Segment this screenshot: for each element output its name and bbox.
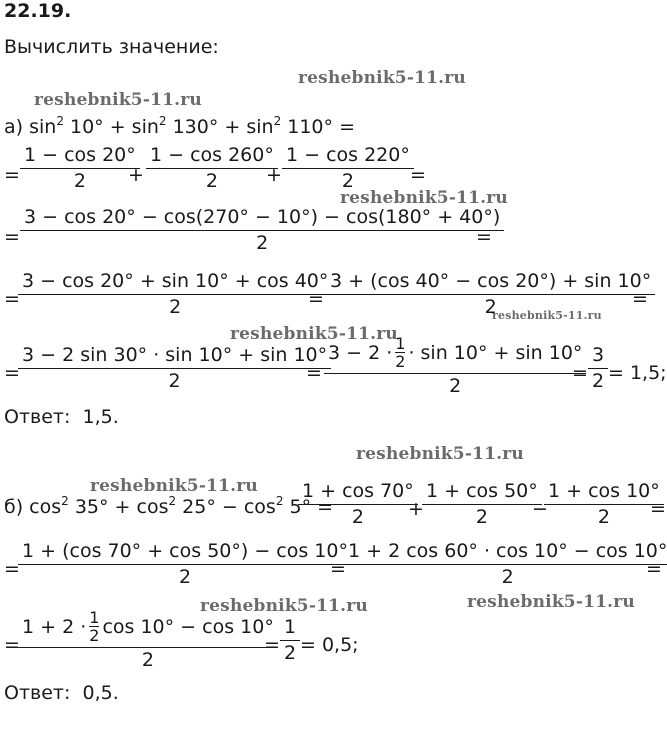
result: = 1,5; [608,362,667,384]
problem-number: 22.19. [4,0,72,22]
fraction: $\frac{1 + 2 \cos 60^\circ \cdot \cos 10^\circ - \cos 10^\circ}{2}$ [346,542,667,587]
half-fraction: 1 2 [395,334,406,371]
part-a-statement: а) $\sin^2 10^\circ + \sin^2 130^\circ + \sin^2 110^\circ$ = [4,114,355,138]
watermark: reshebnik5-11.ru [492,309,602,322]
watermark: reshebnik5-11.ru [200,596,368,616]
fraction: $\frac{1 + \cos 50^\circ}{2}$ [424,482,540,527]
watermark: reshebnik5-11.ru [298,68,466,88]
answer-b: Ответ: 0,5. [4,682,119,704]
watermark: reshebnik5-11.ru [340,188,508,208]
fraction: $\frac{1}{2}$ [282,618,298,663]
fraction: $\frac{3 - 2 \sin 30^\circ \cdot \sin 10^\circ + \sin 10^\circ}{2}$ [20,346,329,391]
watermark: reshebnik5-11.ru [230,324,398,344]
half-fraction: 1 2 [89,608,100,645]
watermark: reshebnik5-11.ru [34,90,202,110]
fraction: 1 + 2 · 1 2 cos 10° − cos 10° 2 [20,610,276,670]
fraction: $\frac{1 - \cos 260^\circ}{2}$ [148,146,276,191]
fraction: $\frac{1 + (\cos 70^\circ + \cos 50^\circ) - \cos 10^\circ}{2}$ [20,542,350,587]
fraction: $\frac{3 + (\cos 40^\circ - \cos 20^\circ) + \sin 10^\circ}{2}$ [328,272,653,317]
fraction: $\frac{3 - \cos 20^\circ + \sin 10^\circ + \cos 40^\circ}{2}$ [20,272,330,317]
fraction: $\frac{1 - \cos 220^\circ}{2}$ [284,146,412,191]
fraction: $\frac{1 + \cos 70^\circ}{2}$ [300,482,416,527]
watermark: reshebnik5-11.ru [356,444,524,464]
watermark: reshebnik5-11.ru [90,476,258,496]
fraction: $\frac{3 - \cos 20^\circ - \cos(270^\circ - 10^\circ) - \cos(180^\circ + 40^\circ)}{2}$ [22,208,502,253]
part-b-statement: б) $\cos^2 35^\circ + \cos^2 25^\circ - \cos^2 5^\circ$ = [4,494,334,518]
answer-a: Ответ: 1,5. [4,406,119,428]
fraction: 3 − 2 · 1 2 · sin 10° + sin 10° 2 [326,336,584,396]
fraction: $\frac{1 + \cos 10^\circ}{2}$ [546,482,662,527]
watermark: reshebnik5-11.ru [467,592,635,612]
result: = 0,5; [300,634,359,656]
fraction: $\frac{1 - \cos 20^\circ}{2}$ [22,146,138,191]
instruction: Вычислить значение: [4,36,219,58]
fraction: $\frac{3}{2}$ [590,346,606,391]
